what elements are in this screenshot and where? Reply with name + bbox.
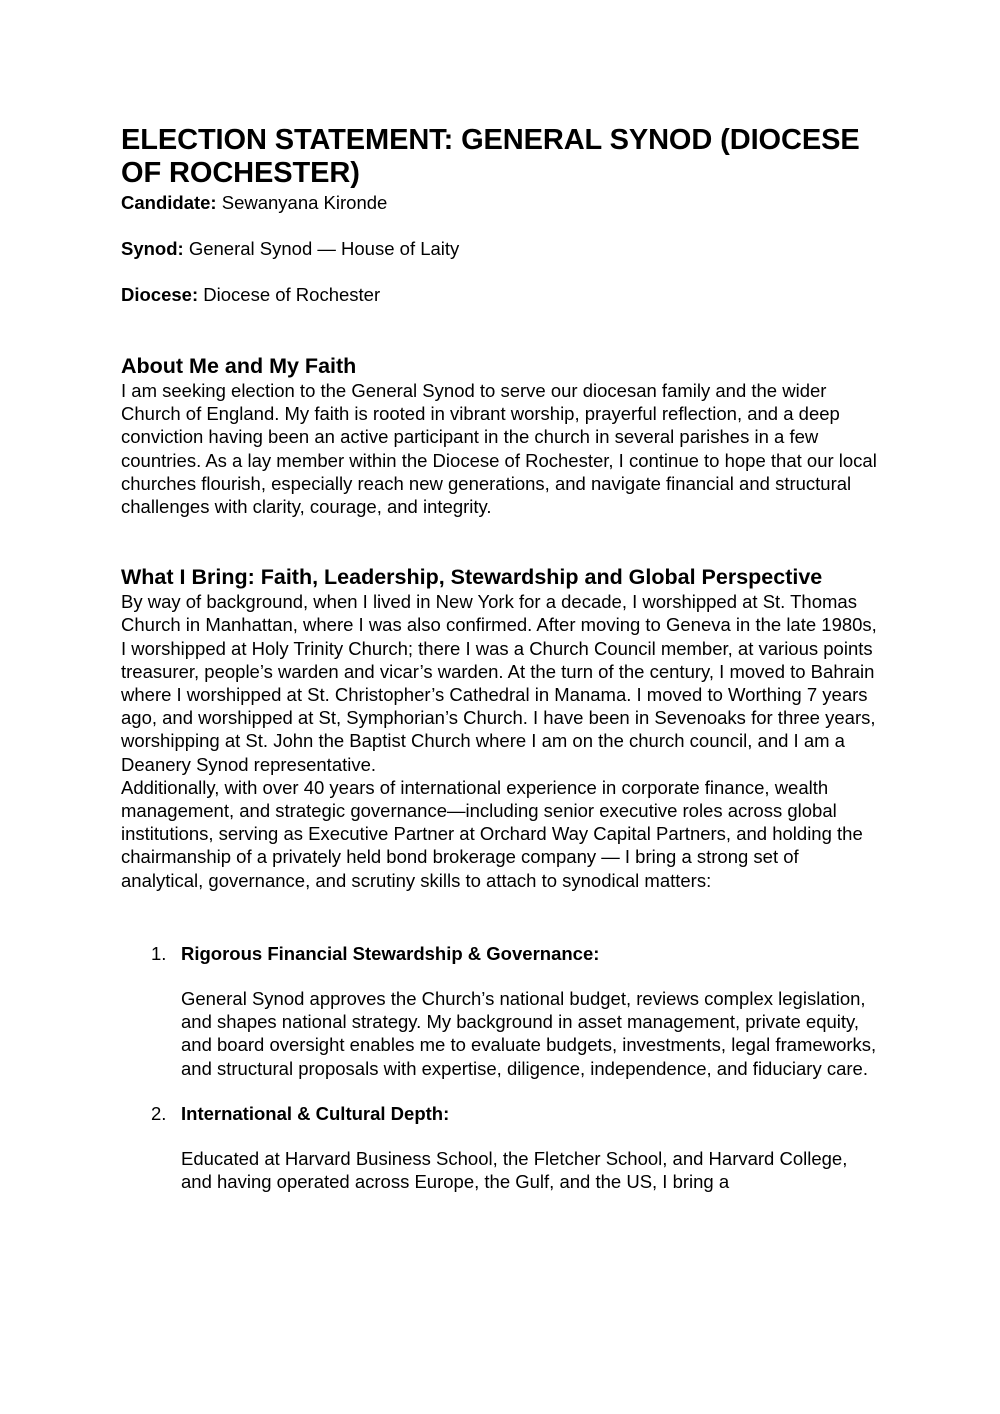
list-item	[121, 1102, 881, 1194]
candidate-value: Sewanyana Kironde	[221, 192, 388, 213]
about-paragraph: I am seeking election to the General Synod to serve our diocesan family and the wider Church of England. My faith is rooted in vibrant worship, prayerful reflection, and a deep conviction having been an active participant in the church in several parishes in a few countries. As a lay member within the Diocese of Rochester, I continue to hope that our local churches flourish, especially reach new generations, and navigate financial and structural challenges with clarity, courage, and integrity.	[121, 380, 877, 518]
list-item-title: Rigorous Financial Stewardship & Governance:	[181, 942, 600, 964]
document-content	[121, 124, 881, 1193]
background-paragraph: By way of background, when I lived in New York for a decade, I worshipped at St. Thomas Church in Manhattan, where I was also confirmed. After moving to Geneva in the late 1980s, I worshipped at Holy Trinity Church; there I was a Church Council member, at various points treasurer, people’s warden and vicar’s warden. At the turn of the century, I moved to Bahrain where I worshipped at St. Christopher’s Cathedral in Manama. I moved to Worthing 7 years ago, and worshipped at St, Symphorian’s Church. I have been in Sevenoaks for three years, worshipping at St. John the Baptist Church where I am on the church council, and I am a Deanery Synod representative.	[121, 591, 877, 775]
diocese-value: Diocese of Rochester	[203, 284, 381, 305]
list-item-number: 1.	[151, 942, 167, 964]
skills-list	[121, 942, 881, 1194]
synod-value: General Synod — House of Laity	[188, 238, 460, 259]
synod-line	[121, 238, 881, 260]
bring-heading: What I Bring: Faith, Leadership, Stewardship and Global Perspective	[121, 565, 823, 590]
candidate-label: Candidate:	[121, 192, 217, 213]
candidate-line	[121, 192, 881, 214]
document-title: ELECTION STATEMENT: GENERAL SYNOD (DIOCESE OF ROCHESTER)	[121, 124, 860, 189]
list-item	[121, 942, 881, 1080]
diocese-line	[121, 284, 881, 306]
about-heading: About Me and My Faith	[121, 354, 357, 378]
list-item-number: 2.	[151, 1102, 167, 1124]
synod-label: Synod:	[121, 238, 184, 259]
list-item-title: International & Cultural Depth:	[181, 1102, 450, 1124]
list-item-body: Educated at Harvard Business School, the Fletcher School, and Harvard College, and having operated across Europe, the Gulf, and the US, I bring a	[181, 1148, 848, 1193]
list-item-body: General Synod approves the Church’s national budget, reviews complex legislation, and shapes national strategy. My background in asset management, private equity, and board oversight enables me to evaluate budgets, investments, legal frameworks, and structural proposals with expertise, diligence, independence, and fiduciary care.	[181, 988, 877, 1079]
diocese-label: Diocese:	[121, 284, 199, 305]
experience-paragraph: Additionally, with over 40 years of international experience in corporate finance, wealth management, and strategic governance—including senior executive roles across global institutions, serving as Executive Partner at Orchard Way Capital Partners, and holding the chairmanship of a privately held bond brokerage company — I bring a strong set of analytical, governance, and scrutiny skills to attach to synodical matters:	[121, 776, 863, 891]
